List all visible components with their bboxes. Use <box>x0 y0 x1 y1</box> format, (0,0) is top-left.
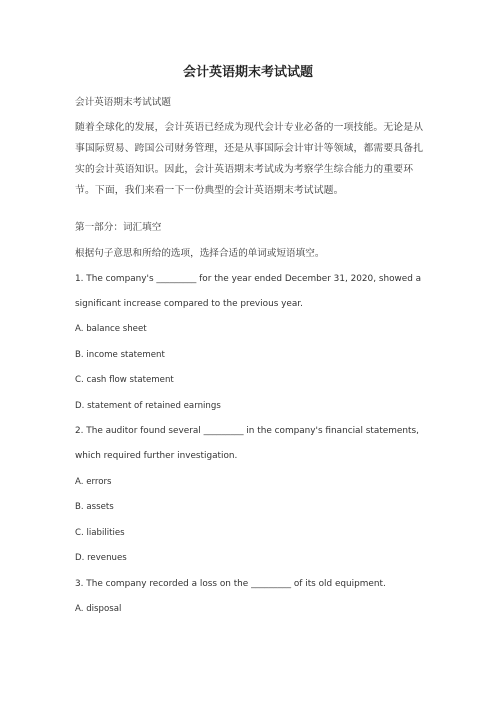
question-1-stem-line-1: 1. The company's _________ for the year ended December 31, 2020, showed a <box>75 274 422 284</box>
question-1-option-d: D. statement of retained earnings <box>75 401 221 411</box>
question-2-option-a: A. errors <box>75 477 112 487</box>
question-2-stem-line-2: which required further investigation. <box>75 451 238 461</box>
instruction-text: 根据句子意思和所给的选项，选择合适的单词或短语填空。 <box>75 248 325 259</box>
question-2-option-b: B. assets <box>75 502 114 512</box>
question-2-option-c: C. liabilities <box>75 528 125 538</box>
document-subtitle: 会计英语期末考试试题 <box>75 97 171 108</box>
question-1-option-c: C. cash flow statement <box>75 375 174 385</box>
question-2-stem-line-1: 2. The auditor found several _________ in the company's financial statements, <box>75 426 419 436</box>
question-1-option-b: B. income statement <box>75 350 165 360</box>
question-3-stem-line-1: 3. The company recorded a loss on the _________ of its old equipment. <box>75 579 386 589</box>
section-title: 第一部分：词汇填空 <box>75 222 162 233</box>
question-2-option-d: D. revenues <box>75 553 127 563</box>
question-1-option-a: A. balance sheet <box>75 324 147 334</box>
question-3-option-a: A. disposal <box>75 604 122 614</box>
question-1-stem-line-2: significant increase compared to the previous year. <box>75 299 303 309</box>
document-title: 会计英语期末考试试题 <box>182 65 313 80</box>
intro-paragraph: 随着全球化的发展，会计英语已经成为现代会计专业必备的一项技能。无论是从事国际贸易、跨国公司财务管理，还是从事国际会计审计等领域，都需要具备扎实的会计英语知识。因此，会计英语期末考试成为考察学生综合能力的重要环节。下面，我们来看一下一份典型的会计英语期末考试试题。 <box>75 122 424 196</box>
